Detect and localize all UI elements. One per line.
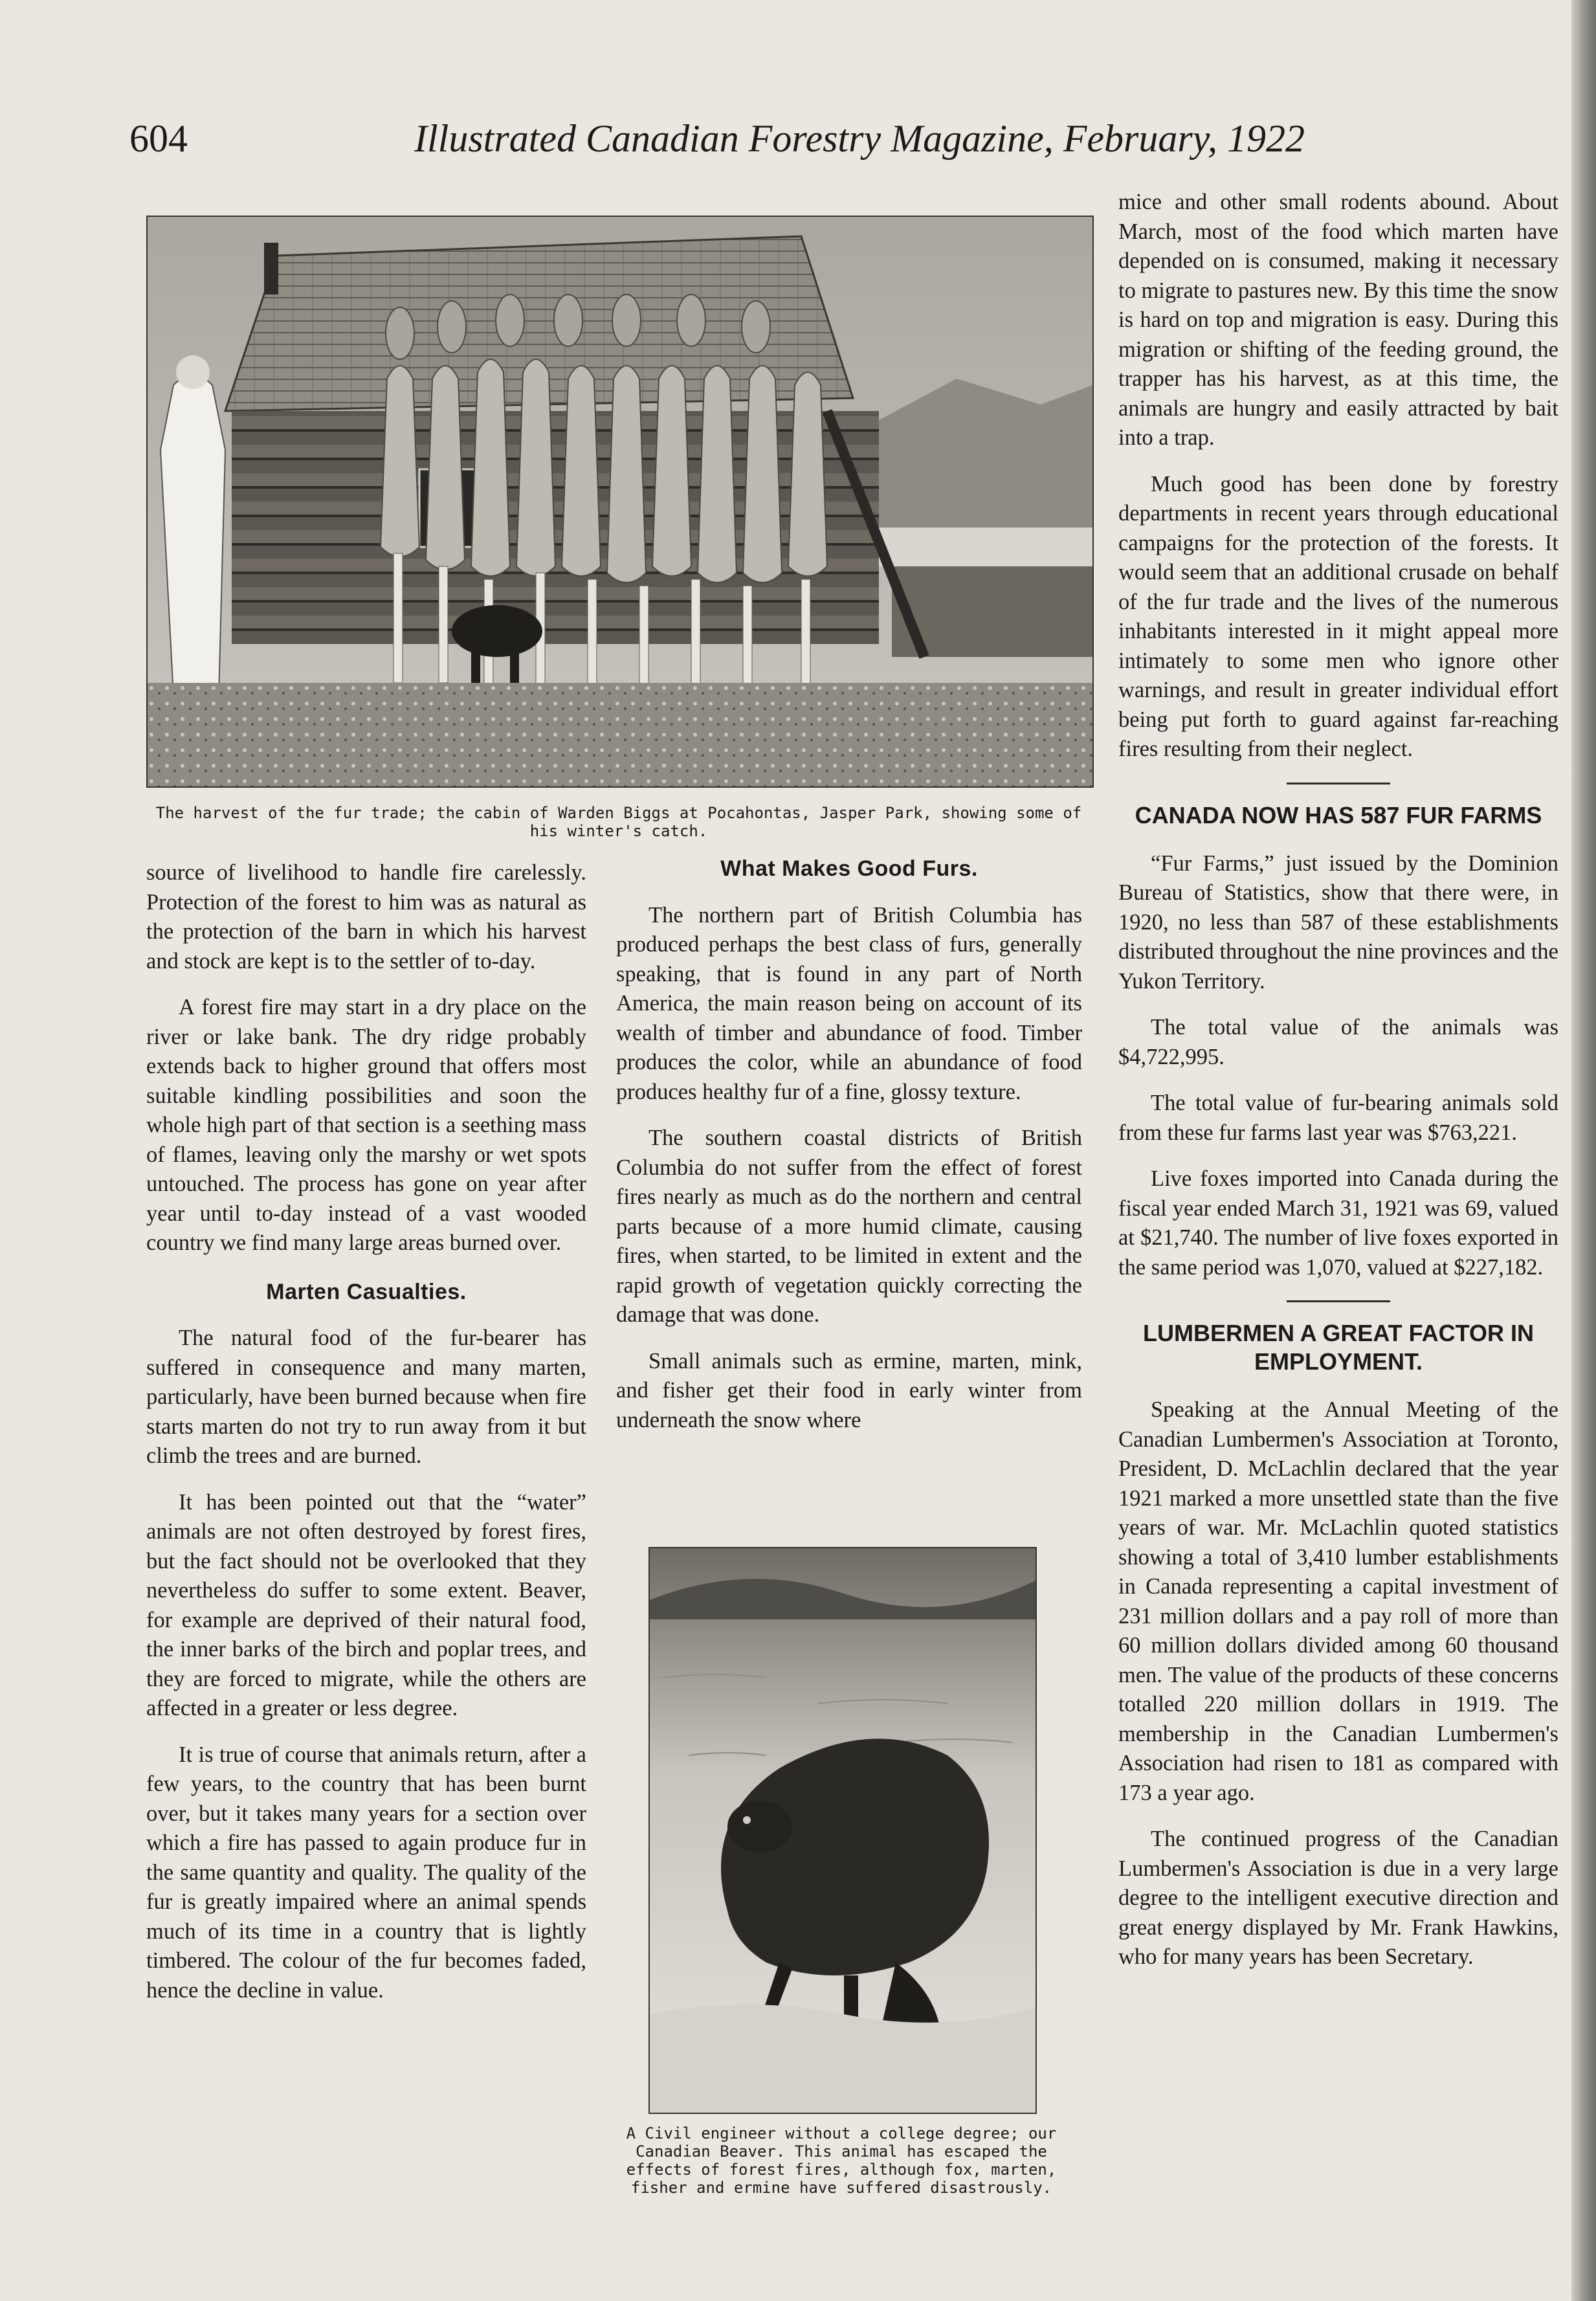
- paragraph: source of livelihood to handle fire carelessly. Protection of the forest to him was as natural as the protection of the barn in which his harvest and stock are kept is to the settler of to-day.: [146, 860, 586, 973]
- paragraph: The southern coastal districts of British Columbia do not suffer from the effect of forest fires nearly as much as do the northern and central parts because of a more humid climate, causing fires, when started, to be limited in extent and the rapid growth of vegetation quickly correcting the damage that was done.: [616, 1126, 1082, 1327]
- column-1: [146, 858, 586, 2022]
- paragraph: The natural food of the fur-bearer has suffered in consequence and many marten, particularly, have been burned because when fire starts marten do not try to run away from it but climb the trees and are burned.: [146, 1326, 586, 1468]
- section-heading-fur-farms: CANADA NOW HAS 587 FUR FARMS: [1135, 801, 1542, 828]
- fur-cabin-illustration: [148, 217, 1092, 786]
- paragraph: Live foxes imported into Canada during the fiscal year ended March 31, 1921 was 69, valued at $21,740. The number of live foxes exported in the same period was 1,070, valued at $227,182.: [1118, 1166, 1558, 1280]
- paragraph: It is true of course that animals return, after a few years, to the country that has been burnt over, but it takes many years for a section over which a fire has passed to again produce fur in the same quantity and quality. The quality of the fur is greatly impaired where an animal spends much of its time in a country that is lightly timbered. The colour of the fur becomes faded, hence the decline in value.: [146, 1742, 586, 2003]
- paragraph: It has been pointed out that the “water” animals are not often destroyed by forest fires, but the fact should not be overlooked that they nevertheless do suffer to some extent. Beaver, for example are deprived of their natural food, the inner barks of the birch and poplar trees, and they are forced to migrate, while the others are affected in a greater or less degree.: [146, 1489, 586, 1720]
- beaver-illustration: [650, 1548, 1036, 2113]
- section-heading: What Makes Good Furs.: [720, 856, 978, 881]
- section-heading-lumbermen: LUMBERMEN A GREAT FACTOR IN EMPLOYMENT.: [1143, 1320, 1534, 1375]
- page-edge-shadow: [1571, 0, 1596, 2301]
- fur-cabin-caption: The harvest of the fur trade; the cabin of Warden Biggs at Pocahontas, Jasper Park, showing some of his winter's catch.: [155, 804, 1082, 840]
- paragraph: The northern part of British Columbia has produced perhaps the best class of furs, generally speaking, that is found in any part of North America, the main reason being on account of its wealth of timber and abundance of food. Timber produces the color, while an abundance of food produces healthy fur of a fine, glossy texture.: [616, 902, 1082, 1104]
- section-divider: [1287, 783, 1390, 784]
- paragraph: The total value of fur-bearing animals sold from these fur farms last year was $763,221.: [1118, 1091, 1558, 1145]
- paragraph: A forest fire may start in a dry place on the river or lake bank. The dry ridge probably extends back to higher ground that offers most suitable kindling possibilities and soon the whole high part of that section is a seething mass of flames, leaving only the marshy or wet spots untouched. The process has gone on year after year until to-day instead of a vast wooded country we find many large areas burned over.: [146, 995, 586, 1255]
- paragraph: The total value of the animals was $4,722,995.: [1118, 1015, 1558, 1069]
- page-header: [129, 117, 1305, 175]
- running-title: Illustrated Canadian Forestry Magazine, February, 1922: [414, 117, 1305, 160]
- paragraph: Small animals such as ermine, marten, mink, and fisher get their food in early winter from underneath the snow where: [616, 1348, 1082, 1432]
- fur-cabin-photo: [146, 216, 1094, 788]
- beaver-photo: [648, 1547, 1037, 2114]
- paragraph: The continued progress of the Canadian Lumbermen's Association is due in a very large degree to the intelligent executive direction and great energy displayed by Mr. Frank Hawkins, who for many years has been Secretary.: [1118, 1827, 1558, 1969]
- section-divider: [1287, 1300, 1390, 1302]
- column-3: [1118, 188, 1558, 1989]
- page-number: 604: [129, 117, 188, 160]
- paragraph: Speaking at the Annual Meeting of the Canadian Lumbermen's Association at Toronto, President, D. McLachlin declared that the year 1921 marked a more unsettled state than the five years of war. Mr. McLachlin quoted statistics showing a total of 3,410 lumber establishments in Canada representing a capital investment of 231 million dollars and a pay roll of more than 60 million dollars divided among 60 thousand men. The value of the products of these concerns totalled 220 million dollars in 1919. The membership in the Canadian Lumbermen's Association had risen to 181 as compared with 173 a year ago.: [1118, 1397, 1558, 1805]
- paragraph: Much good has been done by forestry departments in recent years through educational campaigns for the protection of the forests. It would seem that an additional crusade on behalf of the fur trade and the lives of the numerous inhabitants interested in it might appeal more intimately to some men who ignore other warnings, and result in greater individual effort being put forth to guard against far-reaching fires resulting from their neglect.: [1118, 471, 1558, 761]
- paragraph: mice and other small rodents abound. About March, most of the food which marten have depended on is consumed, making it necessary to migrate to pastures new. By this time the snow is hard on top and migration is easy. During this migration or shifting of the feeding ground, the trapper has his harvest, as at this time, the animals are hungry and easily attracted by bait into a trap.: [1118, 190, 1558, 450]
- section-heading: Marten Casualties.: [266, 1279, 467, 1304]
- paragraph: “Fur Farms,” just issued by the Dominion Bureau of Statistics, show that there were, in 1920, no less than 587 of these establishments distributed throughout the nine provinces and the Yukon Territory.: [1118, 850, 1558, 994]
- beaver-caption: A Civil engineer without a college degree; our Canadian Beaver. This animal has escaped the effects of forest fires, although fox, marten, fisher and ermine have suffered disastrously.: [626, 2124, 1057, 2197]
- column-2: [616, 850, 1082, 1452]
